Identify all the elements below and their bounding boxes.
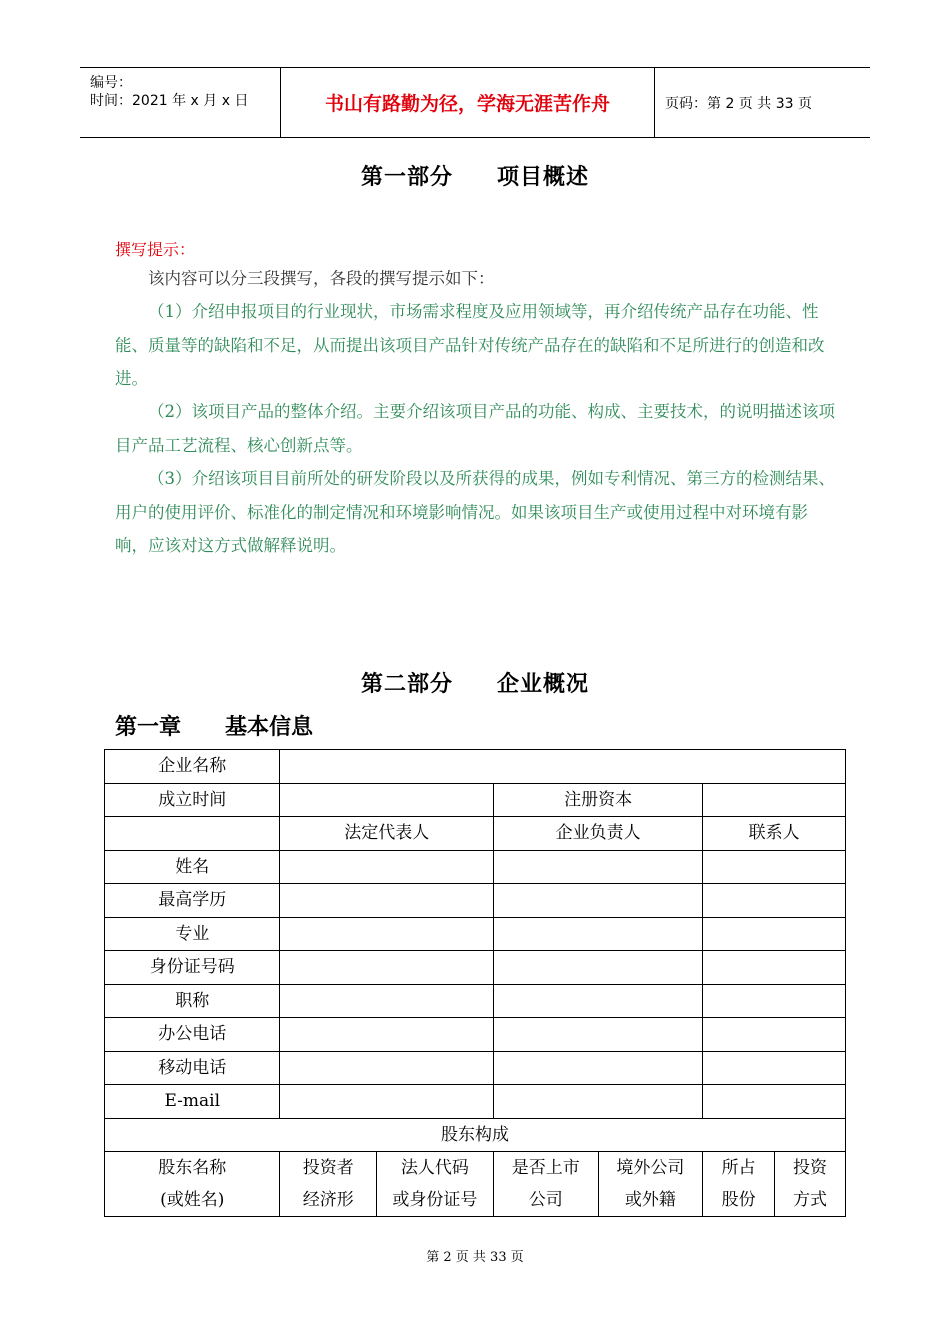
table-cell[interactable] [493, 884, 702, 918]
table-cell[interactable] [493, 1018, 702, 1052]
table-cell[interactable] [493, 850, 702, 884]
table-row [105, 917, 846, 951]
capital-cell[interactable] [703, 783, 846, 817]
col-contact: 联系人 [703, 817, 846, 851]
table-row [105, 1051, 846, 1085]
shareholder-header-row [105, 1152, 846, 1217]
table-cell[interactable] [703, 951, 846, 985]
sh-col-listed: 是否上市 公司 [493, 1152, 598, 1217]
chapter-title [115, 710, 313, 741]
tip-paragraph-1: （1）介绍申报项目的行业现状，市场需求程度及应用领域等，再介绍传统产品存在功能、性能、质量等的缺陷和不足，从而提出该项目产品针对传统产品存在的缺陷和不足所进行的创造和改进。 [115, 302, 825, 388]
header-meta [80, 68, 281, 137]
number-label: 编号： [90, 75, 132, 91]
table-cell[interactable] [703, 1018, 846, 1052]
table-row [105, 1018, 846, 1052]
tip-paragraph-intro: 该内容可以分三段撰写，各段的撰写提示如下： [148, 269, 495, 288]
sh-col-foreign: 境外公司 或外籍 [598, 1152, 703, 1217]
tip-heading: 撰写提示： [115, 240, 196, 259]
time-label: 时间：2021 年 x 月 x 日 [90, 93, 249, 109]
col-legal-rep: 法定代表人 [280, 817, 493, 851]
basic-info-table [104, 749, 846, 1217]
table-cell[interactable] [493, 951, 702, 985]
table-cell[interactable] [703, 884, 846, 918]
row-label: 身份证号码 [105, 951, 280, 985]
col-company-head: 企业负责人 [493, 817, 702, 851]
blank-header-cell [105, 817, 280, 851]
table-cell[interactable] [703, 984, 846, 1018]
table-row [105, 1085, 846, 1119]
part2-title-b: 企业概况 [497, 671, 590, 697]
table-cell[interactable] [703, 917, 846, 951]
company-name-label: 企业名称 [105, 750, 280, 784]
row-label: 专业 [105, 917, 280, 951]
sh-col-invest-method: 投资 方式 [775, 1152, 846, 1217]
tip-paragraph-2: （2）该项目产品的整体介绍。主要介绍该项目产品的功能、构成、主要技术，的说明描述该项目产品工艺流程、核心创新点等。 [115, 402, 835, 455]
table-cell[interactable] [493, 917, 702, 951]
table-row [105, 884, 846, 918]
company-name-cell[interactable] [280, 750, 846, 784]
table-row [105, 783, 846, 817]
row-label: 职称 [105, 984, 280, 1018]
header-motto: 书山有路勤为径，学海无涯苦作舟 [281, 68, 655, 137]
sh-col-investor-type: 投资者 经济形 [280, 1152, 376, 1217]
table-cell[interactable] [280, 850, 493, 884]
part2-title-a: 第二部分 [360, 671, 453, 697]
table-row [105, 984, 846, 1018]
table-cell[interactable] [280, 917, 493, 951]
sh-col-legal-code: 法人代码 或身份证号 [376, 1152, 493, 1217]
table-cell[interactable] [703, 1085, 846, 1119]
capital-label: 注册资本 [493, 783, 702, 817]
founded-label: 成立时间 [105, 783, 280, 817]
table-row [105, 750, 846, 784]
table-cell[interactable] [703, 1051, 846, 1085]
chapter-title-b: 基本信息 [225, 714, 314, 740]
table-row [105, 817, 846, 851]
table-cell[interactable] [703, 850, 846, 884]
header-page-info: 页码：第 2 页 共 33 页 [665, 95, 812, 112]
part2-title [0, 667, 950, 698]
table-cell[interactable] [280, 1085, 493, 1119]
row-label: E-mail [105, 1085, 280, 1119]
table-row [105, 850, 846, 884]
page-footer: 第 2 页 共 33 页 [426, 1250, 524, 1265]
row-label: 移动电话 [105, 1051, 280, 1085]
row-label: 办公电话 [105, 1018, 280, 1052]
table-cell[interactable] [280, 884, 493, 918]
table-cell[interactable] [280, 984, 493, 1018]
table-cell[interactable] [280, 1051, 493, 1085]
table-cell[interactable] [493, 1085, 702, 1119]
table-row [105, 951, 846, 985]
shareholder-section-title: 股东构成 [105, 1118, 846, 1152]
table-cell[interactable] [280, 1018, 493, 1052]
chapter-title-a: 第一章 [115, 714, 182, 740]
tip-paragraph-3: （3）介绍该项目目前所处的研发阶段以及所获得的成果，例如专利情况、第三方的检测结果、用户的使用评价、标准化的制定情况和环境影响情况。如果该项目生产或使用过程中对环境有影响，应该对这方式做解释说明。 [115, 469, 835, 555]
part1-title [0, 160, 950, 191]
part1-title-b: 项目概述 [497, 164, 590, 190]
row-label: 最高学历 [105, 884, 280, 918]
founded-cell[interactable] [280, 783, 493, 817]
table-cell[interactable] [493, 1051, 702, 1085]
table-cell[interactable] [493, 984, 702, 1018]
sh-col-name: 股东名称 (或姓名) [105, 1152, 280, 1217]
part1-title-a: 第一部分 [360, 164, 453, 190]
row-label: 姓名 [105, 850, 280, 884]
table-row [105, 1118, 846, 1152]
page-header [80, 67, 870, 138]
sh-col-share: 所占 股份 [703, 1152, 775, 1217]
table-cell[interactable] [280, 951, 493, 985]
